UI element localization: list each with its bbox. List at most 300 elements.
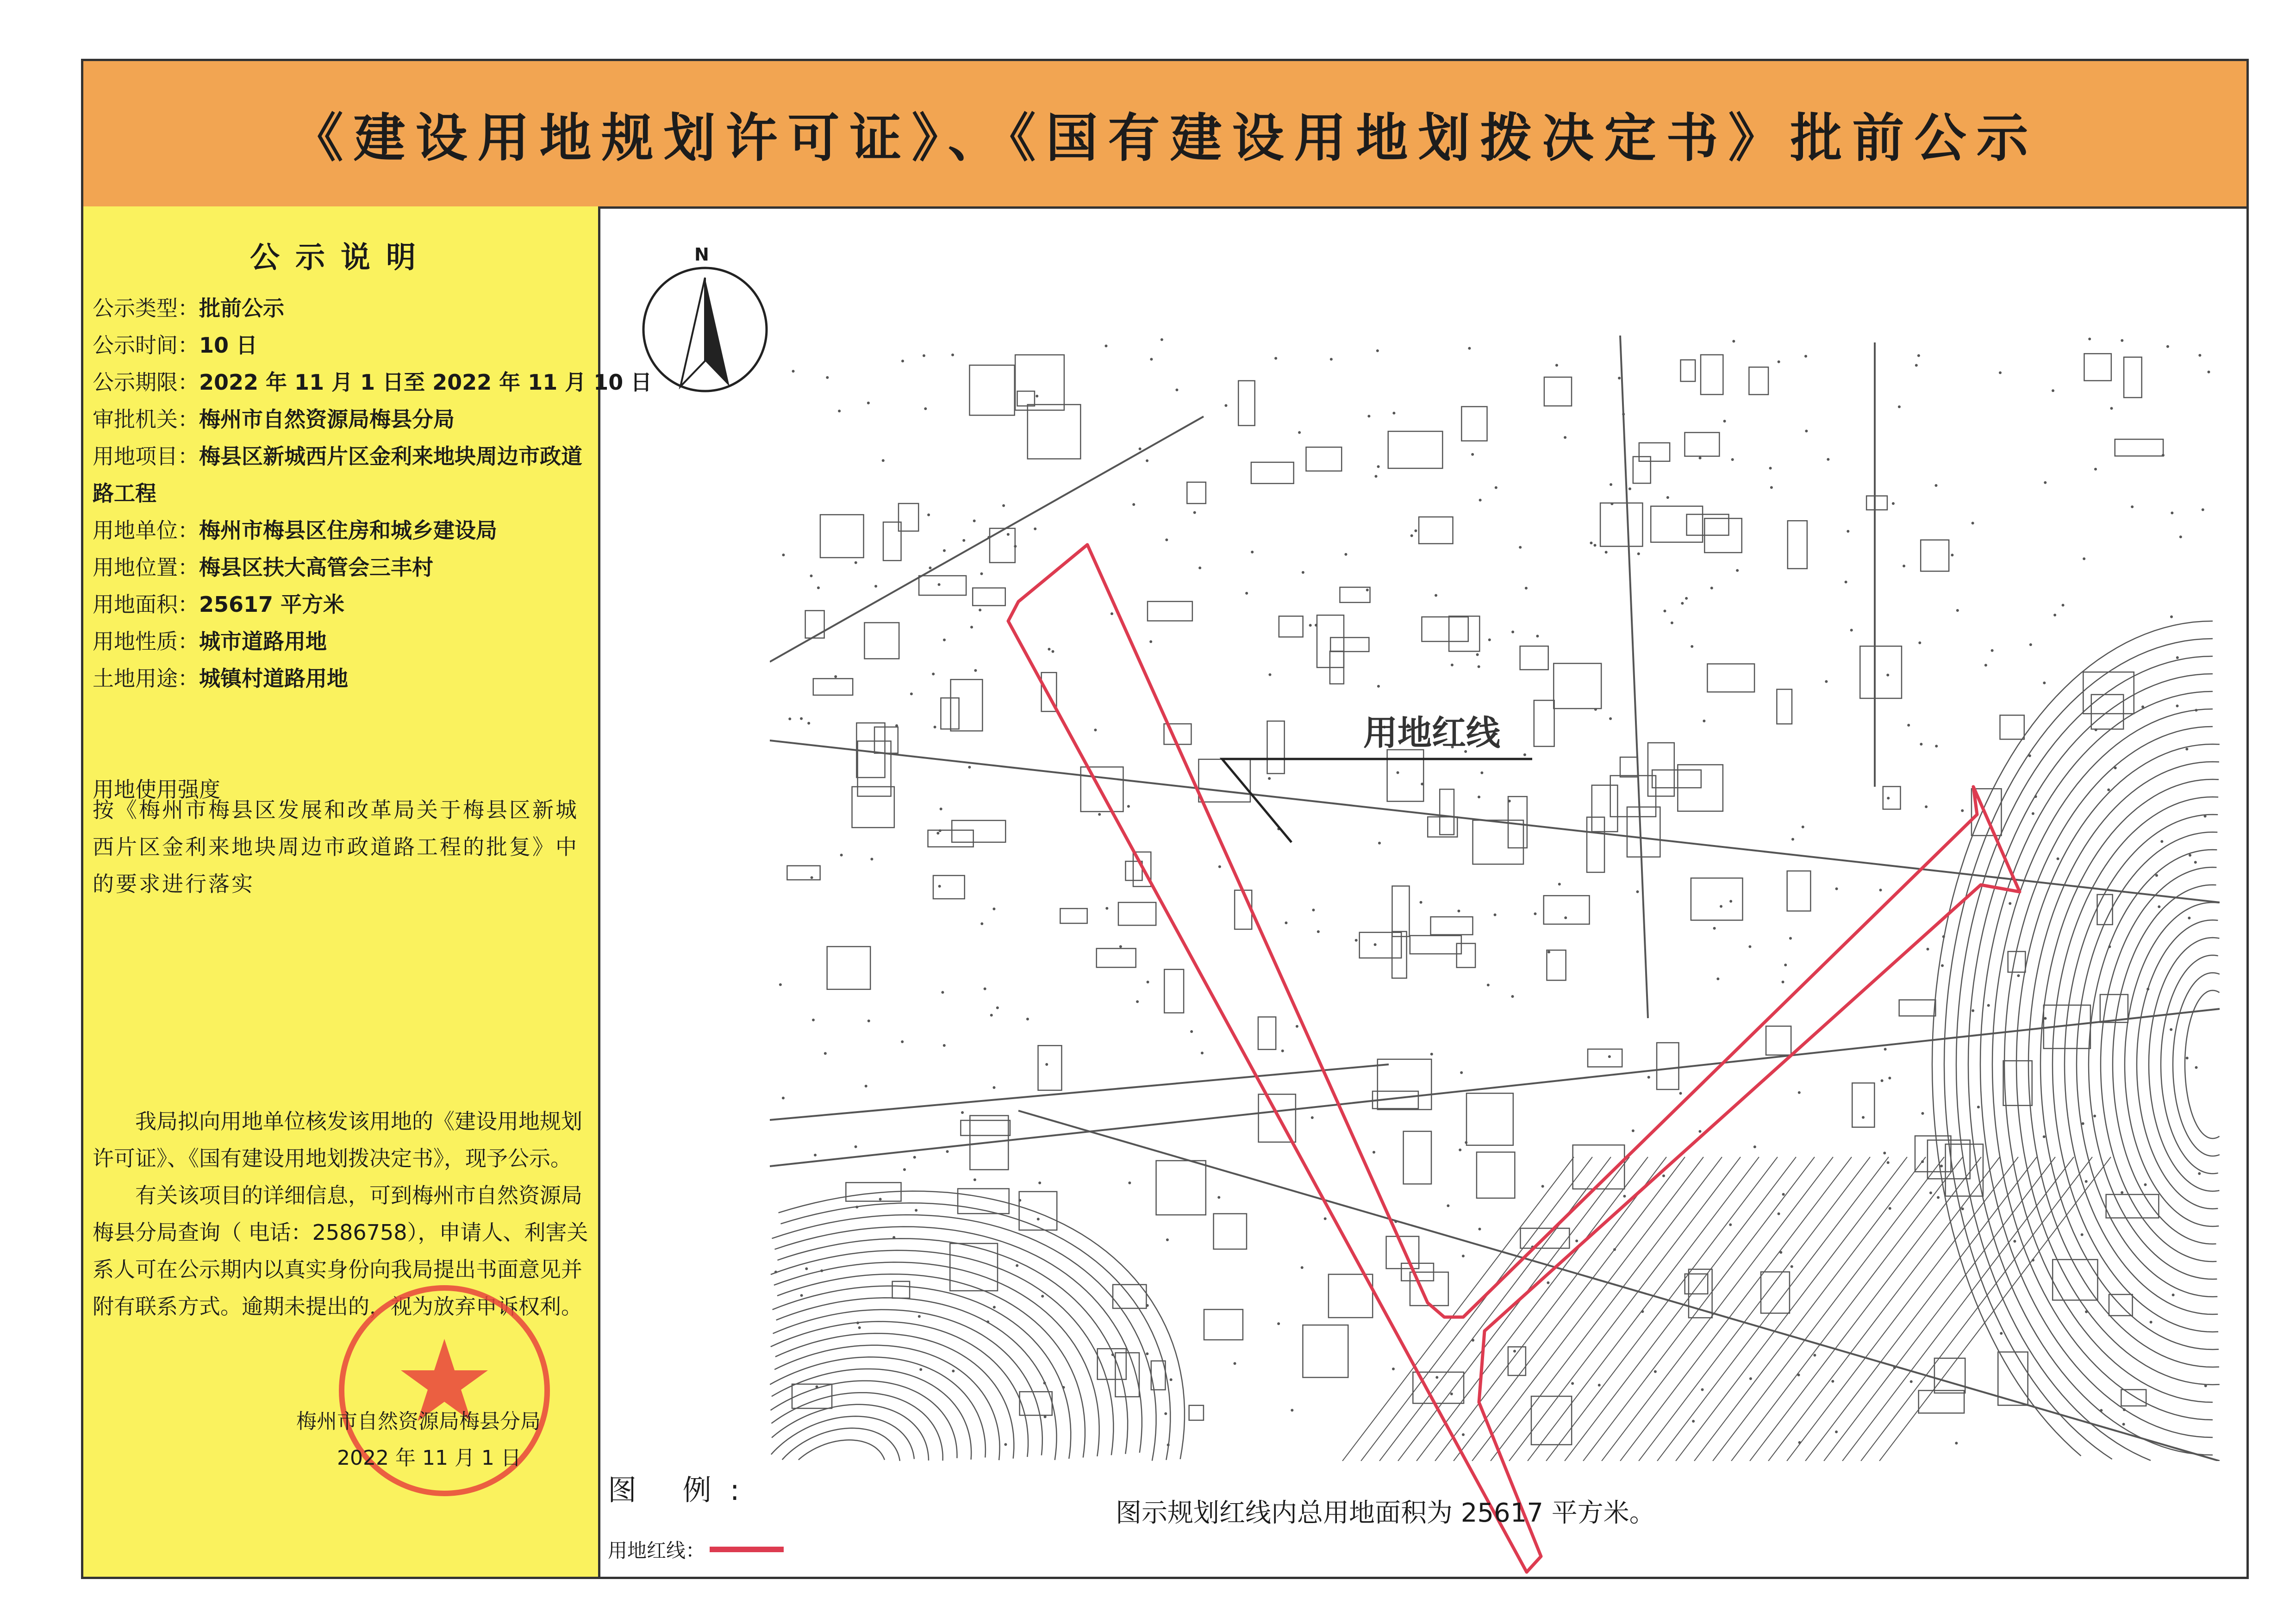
map-feature bbox=[2188, 917, 2190, 920]
map-feature bbox=[1685, 597, 1688, 600]
map-feature bbox=[1554, 664, 1601, 709]
map-feature bbox=[800, 717, 803, 720]
intensity-text: 按《梅州市梅县区发展和改革局关于梅县区新城西片区金利来地块周边市政道路工程的批复》中的要求进行落实 bbox=[93, 797, 579, 896]
map-feature bbox=[928, 830, 973, 847]
map-feature bbox=[2121, 1390, 2146, 1406]
map-feature bbox=[1193, 511, 1196, 514]
map-feature bbox=[2123, 1408, 2126, 1411]
map-feature bbox=[2204, 815, 2207, 818]
map-feature bbox=[2173, 973, 2220, 1156]
map-feature bbox=[1919, 1391, 1964, 1413]
field-value: 梅州市自然资源局梅县分局 bbox=[199, 407, 455, 432]
map-feature bbox=[1508, 796, 1527, 848]
map-feature bbox=[1119, 945, 1122, 948]
map-feature bbox=[1281, 1050, 1284, 1052]
map-feature bbox=[1132, 503, 1135, 506]
map-feature bbox=[1805, 429, 1808, 432]
field-label: 公示类型： bbox=[93, 296, 199, 321]
map-feature bbox=[1478, 1228, 1481, 1231]
map-feature bbox=[2053, 797, 2218, 1332]
field-label: 用地单位： bbox=[93, 518, 199, 543]
map-feature bbox=[1804, 355, 1807, 358]
map-feature bbox=[974, 669, 977, 672]
map-feature bbox=[865, 1085, 867, 1088]
map-feature bbox=[1955, 1442, 1958, 1444]
map-feature bbox=[2194, 861, 2197, 864]
map-feature bbox=[1713, 927, 1716, 930]
map-feature bbox=[903, 1168, 906, 1171]
map-feature bbox=[1782, 981, 1784, 983]
map-feature bbox=[1951, 553, 1953, 556]
map-feature bbox=[2093, 1115, 2096, 1118]
north-label: N bbox=[694, 244, 709, 265]
map-feature bbox=[772, 1393, 943, 1461]
map-feature bbox=[941, 991, 944, 994]
map-feature bbox=[1657, 1043, 1678, 1089]
map-feature bbox=[1375, 475, 1378, 478]
map-feature bbox=[1044, 1416, 1047, 1418]
map-feature bbox=[1881, 1079, 1884, 1082]
map-feature bbox=[2171, 511, 2173, 514]
map-feature bbox=[1373, 1151, 1375, 1154]
map-feature bbox=[1992, 709, 2213, 1420]
map-feature bbox=[879, 1198, 882, 1200]
map-feature bbox=[1694, 1157, 1926, 1461]
map-feature bbox=[787, 866, 820, 880]
map-feature bbox=[1422, 617, 1468, 641]
map-feature bbox=[1769, 467, 1772, 470]
map-feature bbox=[1768, 1157, 2000, 1461]
map-feature bbox=[870, 858, 873, 860]
map-feature bbox=[2085, 1310, 2088, 1313]
map-feature bbox=[2017, 974, 2020, 977]
map-feature bbox=[1898, 405, 1901, 408]
map-feature bbox=[855, 561, 857, 564]
map-feature bbox=[1098, 813, 1101, 816]
map-feature bbox=[1866, 496, 1887, 510]
map-feature bbox=[1367, 415, 1370, 417]
map-feature bbox=[1015, 355, 1064, 410]
map-feature bbox=[1511, 631, 1514, 634]
map-feature bbox=[2000, 1332, 2003, 1335]
label-leader-line bbox=[1222, 759, 1532, 842]
map-feature bbox=[1460, 1071, 1463, 1074]
map-feature bbox=[1784, 964, 1787, 966]
map-feature bbox=[1618, 377, 1621, 379]
map-feature bbox=[1847, 530, 1849, 533]
map-feature bbox=[1787, 871, 1811, 911]
field-value: 路工程 bbox=[93, 481, 156, 506]
map-feature bbox=[1701, 355, 1723, 395]
map-feature bbox=[1564, 436, 1566, 439]
map-feature bbox=[932, 672, 935, 675]
map-feature bbox=[1657, 1157, 1889, 1461]
map-feature bbox=[775, 1333, 1014, 1459]
map-feature bbox=[1852, 1083, 1874, 1127]
map-feature bbox=[1167, 1443, 1170, 1446]
map-feature bbox=[1934, 484, 1937, 487]
map-feature bbox=[1306, 447, 1341, 471]
map-feature bbox=[2094, 468, 2097, 471]
map-feature bbox=[867, 402, 870, 404]
map-feature bbox=[1703, 720, 1705, 722]
map-feature bbox=[969, 365, 1014, 415]
map-feature bbox=[811, 876, 813, 879]
map-feature bbox=[1547, 1281, 1549, 1284]
map-feature bbox=[1647, 1076, 1650, 1079]
map-feature bbox=[1374, 943, 1377, 946]
map-feature bbox=[938, 885, 941, 888]
map-feature bbox=[1392, 412, 1395, 415]
map-feature bbox=[990, 529, 1015, 563]
map-feature bbox=[1555, 364, 1558, 367]
map-feature bbox=[814, 1154, 817, 1157]
map-feature bbox=[1017, 391, 1035, 406]
map-feature bbox=[901, 360, 904, 362]
map-feature bbox=[820, 1269, 823, 1272]
map-feature bbox=[2172, 1293, 2175, 1296]
field-value: 城镇村道路用地 bbox=[199, 666, 348, 691]
map-feature bbox=[2085, 1180, 2088, 1183]
map-feature bbox=[1594, 544, 1597, 547]
map-feature bbox=[1723, 420, 1726, 423]
map-feature bbox=[992, 1086, 995, 1089]
map-feature bbox=[1165, 538, 1168, 541]
map-feature bbox=[1007, 533, 1010, 536]
map-feature bbox=[1419, 517, 1453, 544]
map-feature bbox=[1440, 789, 1454, 834]
map-feature bbox=[980, 922, 983, 925]
map-feature bbox=[993, 1306, 996, 1309]
map-feature bbox=[2162, 454, 2165, 457]
map-feature bbox=[923, 354, 925, 357]
map-feature bbox=[1605, 551, 1608, 553]
map-feature bbox=[827, 946, 871, 989]
map-feature bbox=[1285, 921, 1287, 924]
map-feature bbox=[1296, 1025, 1298, 1028]
map-feature bbox=[2040, 779, 2219, 1349]
map-feature bbox=[1791, 1265, 1793, 1268]
map-feature bbox=[1329, 1275, 1373, 1318]
map-feature bbox=[1917, 354, 1920, 357]
map-feature bbox=[1883, 1151, 1886, 1154]
map-feature bbox=[1777, 689, 1792, 724]
map-feature bbox=[774, 1262, 1099, 1456]
map-feature bbox=[979, 609, 981, 611]
map-feature bbox=[1234, 1362, 1236, 1365]
map-feature bbox=[1835, 888, 1838, 890]
map-feature bbox=[1927, 948, 1929, 951]
map-feature bbox=[1189, 1405, 1204, 1420]
map-feature bbox=[934, 726, 936, 728]
map-feature bbox=[1377, 685, 1380, 688]
red-line-swatch bbox=[710, 1547, 784, 1552]
map-feature bbox=[1610, 483, 1612, 486]
map-feature bbox=[792, 370, 795, 373]
map-feature bbox=[1421, 783, 1423, 785]
field-label: 用地项目： bbox=[93, 444, 199, 469]
map-feature bbox=[1392, 1368, 1395, 1370]
map-feature bbox=[1511, 995, 1514, 998]
map-feature bbox=[840, 854, 843, 857]
map-feature bbox=[950, 1244, 998, 1291]
map-feature bbox=[1879, 889, 1882, 891]
map-feature bbox=[2198, 354, 2201, 357]
map-feature bbox=[895, 724, 898, 727]
map-feature bbox=[1097, 949, 1136, 968]
map-feature bbox=[770, 740, 2220, 902]
map-feature bbox=[2052, 389, 2054, 392]
field-label: 用地性质： bbox=[93, 629, 199, 654]
map-feature bbox=[933, 876, 965, 899]
map-feature bbox=[1081, 767, 1123, 811]
map-feature bbox=[1707, 664, 1754, 692]
map-feature bbox=[805, 610, 824, 638]
map-feature bbox=[968, 766, 971, 769]
map-feature bbox=[2097, 895, 2113, 925]
map-feature bbox=[1639, 443, 1670, 461]
map-feature bbox=[1778, 1213, 1780, 1215]
map-feature bbox=[1534, 700, 1554, 746]
map-feature bbox=[1729, 1223, 1732, 1226]
map-feature bbox=[2043, 682, 2046, 684]
map-feature bbox=[1753, 1145, 1756, 1148]
map-feature bbox=[1513, 1350, 1516, 1353]
map-feature bbox=[1127, 805, 1130, 808]
map-feature bbox=[1620, 757, 1638, 777]
map-feature bbox=[1431, 917, 1473, 935]
map-feature bbox=[1600, 503, 1642, 547]
map-feature bbox=[1654, 1370, 1657, 1373]
map-feature bbox=[1457, 909, 1460, 912]
map-feature bbox=[1036, 395, 1038, 398]
map-feature bbox=[770, 1009, 2220, 1166]
map-feature bbox=[1850, 629, 1853, 632]
map-feature bbox=[940, 808, 942, 810]
map-feature bbox=[1361, 1157, 1592, 1461]
map-feature bbox=[1594, 708, 1597, 711]
map-feature bbox=[1972, 1009, 1974, 1012]
map-feature bbox=[1468, 347, 1471, 350]
map-feature bbox=[1387, 750, 1424, 802]
map-feature bbox=[2125, 902, 2219, 1226]
map-feature bbox=[774, 1271, 777, 1274]
map-feature bbox=[1710, 587, 1713, 590]
map-feature bbox=[973, 588, 1005, 605]
map-feature bbox=[1494, 914, 1497, 916]
map-feature bbox=[1451, 664, 1454, 666]
map-feature bbox=[1392, 886, 1409, 937]
map-feature bbox=[2176, 704, 2178, 707]
map-feature bbox=[2161, 955, 2218, 1174]
map-feature bbox=[1136, 1000, 1139, 1003]
map-feature bbox=[1608, 1055, 1611, 1058]
map-feature bbox=[1787, 1157, 2018, 1461]
map-feature bbox=[1461, 407, 1487, 441]
map-feature bbox=[1041, 1295, 1044, 1298]
map-feature bbox=[1729, 900, 1732, 903]
map-feature bbox=[1892, 502, 1895, 505]
map-feature bbox=[1824, 1157, 2055, 1461]
map-feature bbox=[1298, 431, 1301, 434]
map-feature bbox=[1311, 1116, 1314, 1119]
map-feature bbox=[2088, 337, 2091, 340]
map-feature bbox=[1170, 1378, 1173, 1381]
map-feature bbox=[1685, 433, 1719, 456]
map-feature bbox=[2082, 1122, 2084, 1125]
map-feature bbox=[1267, 721, 1285, 773]
map-feature bbox=[1544, 377, 1572, 406]
map-feature bbox=[1798, 1091, 1801, 1094]
map-feature bbox=[1147, 981, 1149, 983]
map-feature bbox=[771, 1322, 1028, 1457]
map-feature bbox=[1666, 496, 1669, 499]
map-feature bbox=[1397, 771, 1399, 774]
map-feature bbox=[1687, 514, 1729, 535]
map-feature bbox=[1887, 797, 1890, 800]
map-feature bbox=[1198, 566, 1201, 569]
map-feature bbox=[1766, 1026, 1791, 1055]
map-feature bbox=[1146, 460, 1148, 462]
map-feature bbox=[1379, 1157, 1611, 1461]
map-feature bbox=[892, 1236, 895, 1239]
map-feature bbox=[1662, 1175, 1665, 1177]
map-feature bbox=[2150, 1321, 2152, 1324]
map-feature bbox=[1918, 641, 1921, 644]
map-feature bbox=[1903, 565, 1905, 567]
map-feature bbox=[1731, 1157, 1963, 1461]
map-feature bbox=[1984, 664, 1987, 666]
map-feature bbox=[1736, 569, 1739, 572]
map-feature bbox=[882, 459, 885, 462]
map-feature bbox=[816, 1385, 818, 1388]
map-feature bbox=[1340, 587, 1370, 603]
map-feature bbox=[1471, 453, 1474, 456]
field-value: 25617 平方米 bbox=[199, 592, 345, 617]
field-value: 梅县区新城西片区金利来地块周边市政道 bbox=[199, 444, 582, 469]
map-feature bbox=[910, 692, 913, 695]
map-feature bbox=[1394, 1220, 1397, 1223]
map-feature bbox=[2195, 1066, 2198, 1069]
map-feature bbox=[1860, 646, 1902, 698]
map-feature bbox=[1062, 1386, 1065, 1389]
map-feature bbox=[941, 698, 959, 729]
map-feature bbox=[1450, 1393, 1453, 1395]
map-feature bbox=[1791, 838, 1794, 841]
map-feature bbox=[1160, 338, 1163, 341]
map-feature bbox=[1508, 800, 1511, 802]
map-feature bbox=[1788, 521, 1807, 568]
map-feature bbox=[1038, 1181, 1041, 1184]
red-line-label: 用地红线 bbox=[1363, 713, 1500, 753]
map-feature bbox=[1303, 1325, 1348, 1377]
map-feature bbox=[1258, 1017, 1276, 1049]
map-feature bbox=[1312, 908, 1315, 911]
map-feature bbox=[1301, 1266, 1304, 1269]
map-feature bbox=[1879, 1157, 2111, 1461]
map-feature bbox=[2141, 705, 2144, 708]
map-feature bbox=[1663, 609, 1666, 612]
field-label: 公示时间： bbox=[93, 333, 199, 358]
panel-heading: 公示说明 bbox=[250, 241, 431, 275]
map-feature bbox=[1534, 912, 1536, 915]
map-feature bbox=[1940, 1164, 1943, 1167]
map-feature bbox=[1541, 1185, 1544, 1188]
map-feature bbox=[1118, 902, 1156, 925]
map-feature bbox=[1430, 1053, 1433, 1056]
map-feature bbox=[961, 1111, 964, 1114]
map-feature bbox=[1149, 640, 1152, 643]
map-feature bbox=[1034, 528, 1036, 530]
map-feature bbox=[1037, 1218, 1040, 1220]
map-feature bbox=[2032, 1259, 2034, 1262]
map-feature bbox=[2053, 614, 2056, 616]
map-feature bbox=[2166, 345, 2169, 348]
map-feature bbox=[1251, 551, 1254, 553]
map-feature bbox=[855, 1145, 857, 1148]
map-feature bbox=[1026, 1018, 1029, 1020]
map-feature bbox=[2207, 371, 2210, 373]
map-feature bbox=[1782, 1193, 1785, 1196]
field-value: 批前公示 bbox=[199, 296, 284, 321]
map-feature bbox=[938, 583, 941, 586]
map-feature bbox=[838, 410, 841, 412]
map-feature bbox=[1344, 553, 1347, 556]
map-feature bbox=[962, 539, 965, 542]
map-feature bbox=[1279, 616, 1303, 637]
map-feature bbox=[952, 1370, 955, 1373]
map-feature bbox=[782, 1097, 785, 1100]
legend-title: 图 例: bbox=[608, 1473, 758, 1507]
map-feature bbox=[1547, 950, 1566, 980]
map-feature bbox=[1779, 1251, 1782, 1254]
map-feature bbox=[2108, 945, 2111, 948]
map-feature bbox=[1972, 522, 1974, 524]
map-feature bbox=[2043, 1135, 2046, 1138]
map-feature bbox=[2122, 1423, 2125, 1425]
map-feature bbox=[943, 1044, 946, 1047]
map-feature bbox=[1748, 945, 1751, 948]
map-feature bbox=[1268, 673, 1271, 676]
field-label: 公示期限： bbox=[93, 370, 199, 395]
map-feature bbox=[1473, 820, 1523, 864]
map-feature bbox=[1525, 587, 1528, 590]
map-feature bbox=[1217, 1196, 1220, 1199]
map-feature bbox=[1164, 970, 1184, 1013]
map-feature bbox=[2057, 858, 2059, 860]
map-feature bbox=[1831, 1380, 1834, 1383]
map-feature bbox=[1139, 448, 1142, 450]
map-feature bbox=[1378, 842, 1381, 845]
map-feature bbox=[2083, 557, 2085, 560]
map-feature bbox=[1934, 1358, 1965, 1393]
map-feature bbox=[805, 1268, 808, 1270]
legend-item-label: 用地红线： bbox=[608, 1539, 705, 1562]
map-feature bbox=[1277, 1322, 1280, 1325]
map-feature bbox=[986, 1320, 989, 1323]
map-feature bbox=[2121, 1191, 2123, 1194]
map-feature bbox=[1827, 458, 1829, 461]
map-feature bbox=[1478, 796, 1480, 798]
map-feature bbox=[1435, 1376, 1438, 1379]
map-feature bbox=[952, 821, 1005, 842]
field-label: 用地位置： bbox=[93, 555, 199, 580]
map-feature bbox=[1884, 1048, 1887, 1051]
map-feature bbox=[1842, 1157, 2074, 1461]
map-feature bbox=[1148, 602, 1192, 621]
map-feature bbox=[1479, 499, 1482, 502]
map-feature bbox=[987, 536, 990, 539]
